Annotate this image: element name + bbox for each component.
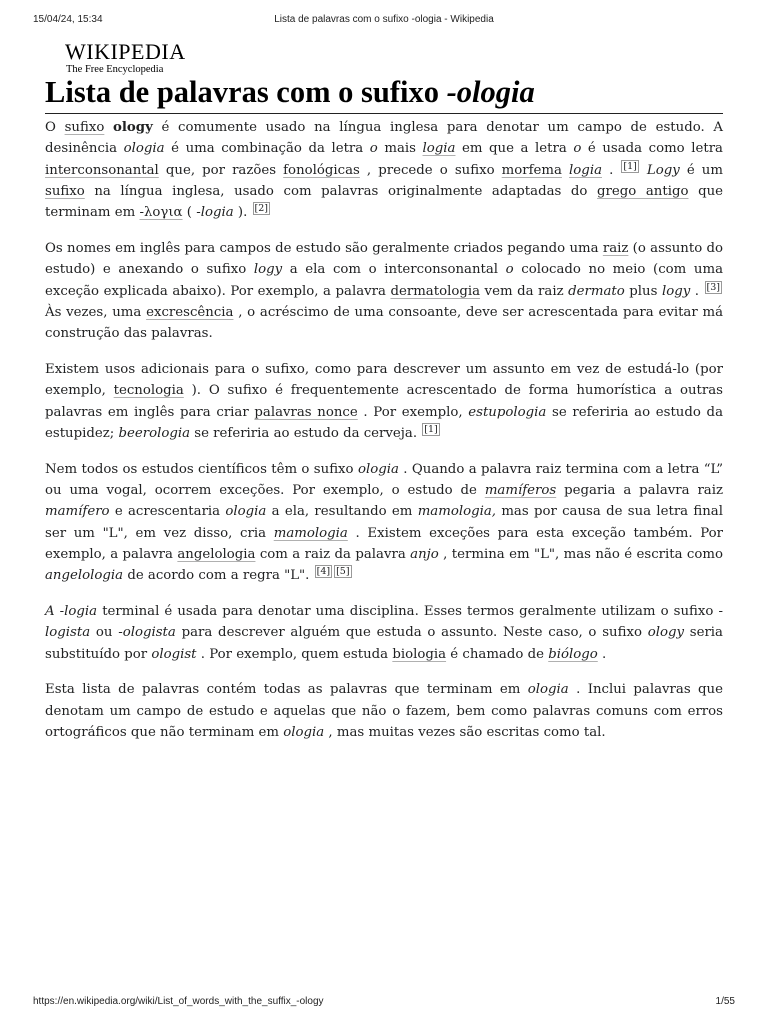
- text-run: terminal é usada para denotar uma disciplina. Esses termos geralmente utilizam o sufixo -: [97, 603, 723, 619]
- text-run: é uma combinação da letra: [164, 141, 370, 157]
- print-url: https://en.wikipedia.org/wiki/List_of_words_with_the_suffix_-ology: [33, 996, 324, 1007]
- text-run: , mas muitas vezes são escritas como tal.: [324, 724, 606, 740]
- italic-term: mamífero: [45, 504, 110, 520]
- italic-term: beerologia: [118, 425, 191, 441]
- text-run: ).: [233, 205, 252, 221]
- text-run: na língua inglesa, usado com palavras originalmente adaptadas do: [84, 183, 598, 199]
- italic-term: -logia: [196, 205, 234, 221]
- text-run: . Por exemplo, quem estuda: [196, 646, 393, 662]
- italic-term: logy: [253, 262, 283, 278]
- text-run: para descrever alguém que estuda o assunto. Neste caso, o sufixo: [175, 625, 648, 641]
- text-run: que, por razões: [158, 162, 284, 178]
- italic-term: ologia: [527, 682, 569, 698]
- italic-term: ologia: [123, 141, 165, 157]
- italic-term: -ologista: [118, 625, 176, 641]
- article-paragraph: [45, 359, 723, 444]
- wiki-link[interactable]: mamíferos: [484, 482, 557, 498]
- italic-term: o: [505, 262, 514, 278]
- citation-ref[interactable]: [1]: [424, 423, 438, 435]
- text-run: de acordo com a regra "L".: [123, 568, 314, 584]
- text-run: colocado no meio (com uma exceção explicada abaixo). Por exemplo, a palavra: [45, 262, 723, 299]
- text-run: é usada como letra: [581, 141, 723, 157]
- text-run: em que a letra: [455, 141, 574, 157]
- text-run: , termina em "L", mas não é escrita como: [438, 546, 724, 562]
- text-run: Os nomes em inglês para campos de estudo são geralmente criados pegando uma: [45, 240, 603, 256]
- text-run: . Inclui palavras que denotam um campo de estudo e aquelas que não o fazem, bem como palavras comuns com erros ortográficos que não terminam em: [45, 682, 723, 740]
- italic-term: ologia: [225, 504, 267, 520]
- wiki-link[interactable]: grego antigo: [597, 183, 689, 199]
- text-run: Existem usos adicionais para o sufixo, como para descrever um assunto em vez de estudá-lo (por exemplo,: [45, 361, 723, 399]
- italic-term: ology: [647, 625, 684, 641]
- print-document-title: Lista de palavras com o sufixo -ologia - Wikipedia: [274, 14, 494, 25]
- text-run: com a raiz da palavra: [255, 546, 411, 562]
- title-divider: [45, 113, 723, 114]
- text-run: .: [597, 646, 607, 662]
- text-run: pegaria a palavra raiz: [556, 482, 723, 498]
- article-paragraph: [45, 117, 723, 223]
- text-run: , o acréscimo de uma consoante, deve ser acrescentada para evitar má construção das palavras.: [45, 304, 723, 342]
- wikipedia-logo[interactable]: [65, 40, 205, 75]
- italic-term: estupologia: [468, 404, 547, 420]
- text-run: se referiria ao estudo da cerveja.: [190, 425, 422, 441]
- citation-ref[interactable]: [3]: [706, 281, 720, 293]
- text-run: e acrescentaria: [109, 504, 226, 520]
- wiki-link[interactable]: sufixo: [64, 120, 105, 135]
- wiki-link[interactable]: morfema: [501, 162, 562, 178]
- wiki-link[interactable]: interconsonantal: [45, 162, 159, 178]
- wiki-link[interactable]: dermatologia: [390, 283, 481, 299]
- text-run: . Existem exceções para esta exceção também. Por exemplo, a palavra: [45, 525, 723, 562]
- italic-term: angelologia: [45, 568, 124, 584]
- text-run: Esta lista de palavras contém todas as palavras que terminam em: [45, 682, 528, 698]
- text-run: . Quando a palavra raiz termina com a letra “L” ou uma vogal, ocorrem exceções. Por exemplo, o estudo de: [45, 461, 723, 498]
- wiki-link[interactable]: palavras nonce: [254, 404, 358, 420]
- wiki-link[interactable]: biologia: [392, 646, 447, 662]
- print-header: [33, 14, 735, 28]
- italic-term: ologia: [357, 461, 399, 477]
- text-run: é comumente usado na língua inglesa para denotar um campo de estudo. A desinência: [45, 120, 723, 157]
- text-run: a ela, resultando em: [266, 504, 418, 520]
- text-run: O: [45, 120, 65, 135]
- wiki-link[interactable]: biólogo: [548, 646, 598, 662]
- wiki-link[interactable]: tecnologia: [113, 383, 184, 399]
- italic-term: anjo: [410, 546, 439, 562]
- wiki-link[interactable]: raiz: [602, 240, 629, 256]
- citation-ref[interactable]: [1]: [623, 160, 637, 172]
- text-run: vem da raiz: [480, 283, 569, 299]
- wiki-link[interactable]: logia: [422, 141, 456, 157]
- italic-term: A -logia: [45, 603, 98, 619]
- text-run: é chamado de: [446, 646, 549, 662]
- italic-term: logista: [45, 625, 91, 641]
- page-title: [45, 72, 723, 112]
- page-title-main: Lista de palavras com o sufixo: [45, 75, 447, 109]
- text-run: (: [182, 205, 197, 221]
- italic-term: o: [369, 141, 378, 157]
- citation-ref[interactable]: [2]: [254, 203, 268, 215]
- text-run: . Por exemplo,: [357, 404, 469, 420]
- text-run: que terminam em: [45, 183, 724, 221]
- text-run: ou: [90, 625, 119, 641]
- italic-term: logy: [661, 283, 691, 299]
- italic-term: ologia: [283, 724, 325, 740]
- wiki-link[interactable]: mamologia: [273, 525, 348, 541]
- text-run: .: [690, 283, 704, 299]
- wiki-link[interactable]: logia: [569, 162, 602, 178]
- wiki-link[interactable]: -λογια: [139, 205, 183, 221]
- italic-term: dermato: [568, 283, 625, 299]
- text-run: [562, 163, 569, 178]
- page-title-italic: -ologia: [446, 75, 535, 109]
- italic-term: o: [573, 141, 582, 157]
- wiki-link[interactable]: excrescência: [146, 304, 234, 320]
- article-paragraph: [45, 679, 723, 743]
- text-run: se referiria ao estudo da estupidez;: [45, 404, 723, 441]
- text-run: Às vezes, uma: [45, 304, 147, 320]
- citation-ref[interactable]: [5]: [336, 566, 350, 578]
- article-paragraph: [45, 459, 723, 587]
- text-run: seria substituído por: [45, 625, 723, 662]
- text-run: é um: [679, 162, 723, 178]
- citation-ref[interactable]: [4]: [316, 566, 331, 578]
- text-run: Nem todos os estudos científicos têm o sufixo: [45, 461, 358, 477]
- text-run: mas por causa de sua letra final ser um "L", em vez disso, cria: [45, 504, 723, 541]
- article-paragraph: [45, 601, 723, 665]
- print-page-number: 1/55: [715, 996, 735, 1007]
- italic-term: Logy: [646, 162, 680, 178]
- text-run: ). O sufixo é frequentemente acrescentado de forma humorística a outras palavras em inglês para criar: [45, 383, 723, 420]
- text-run: plus: [624, 283, 662, 299]
- text-run: , precede o sufixo: [359, 162, 502, 178]
- italic-term: ologist: [151, 646, 197, 662]
- print-footer: [33, 996, 735, 1010]
- wiki-link[interactable]: sufixo: [45, 183, 85, 199]
- print-datetime: 15/04/24, 15:34: [33, 14, 103, 25]
- text-run: a ela com o interconsonantal: [282, 262, 506, 278]
- text-run: .: [602, 162, 621, 178]
- text-run: [104, 120, 113, 135]
- article-body: [45, 117, 723, 758]
- wiki-link[interactable]: angelologia: [177, 546, 256, 562]
- bold-term: ology: [113, 120, 153, 135]
- article-paragraph: [45, 238, 723, 344]
- text-run: mais: [377, 141, 423, 157]
- text-run: [640, 163, 647, 178]
- italic-term: mamologia,: [417, 504, 497, 520]
- text-run: (o assunto do estudo) e anexando o sufixo: [45, 240, 724, 278]
- logo-wordmark: WIKIPEDIA: [65, 39, 186, 64]
- wiki-link[interactable]: fonológicas: [283, 162, 360, 178]
- logo-tagline: The Free Encyclopedia: [66, 64, 164, 75]
